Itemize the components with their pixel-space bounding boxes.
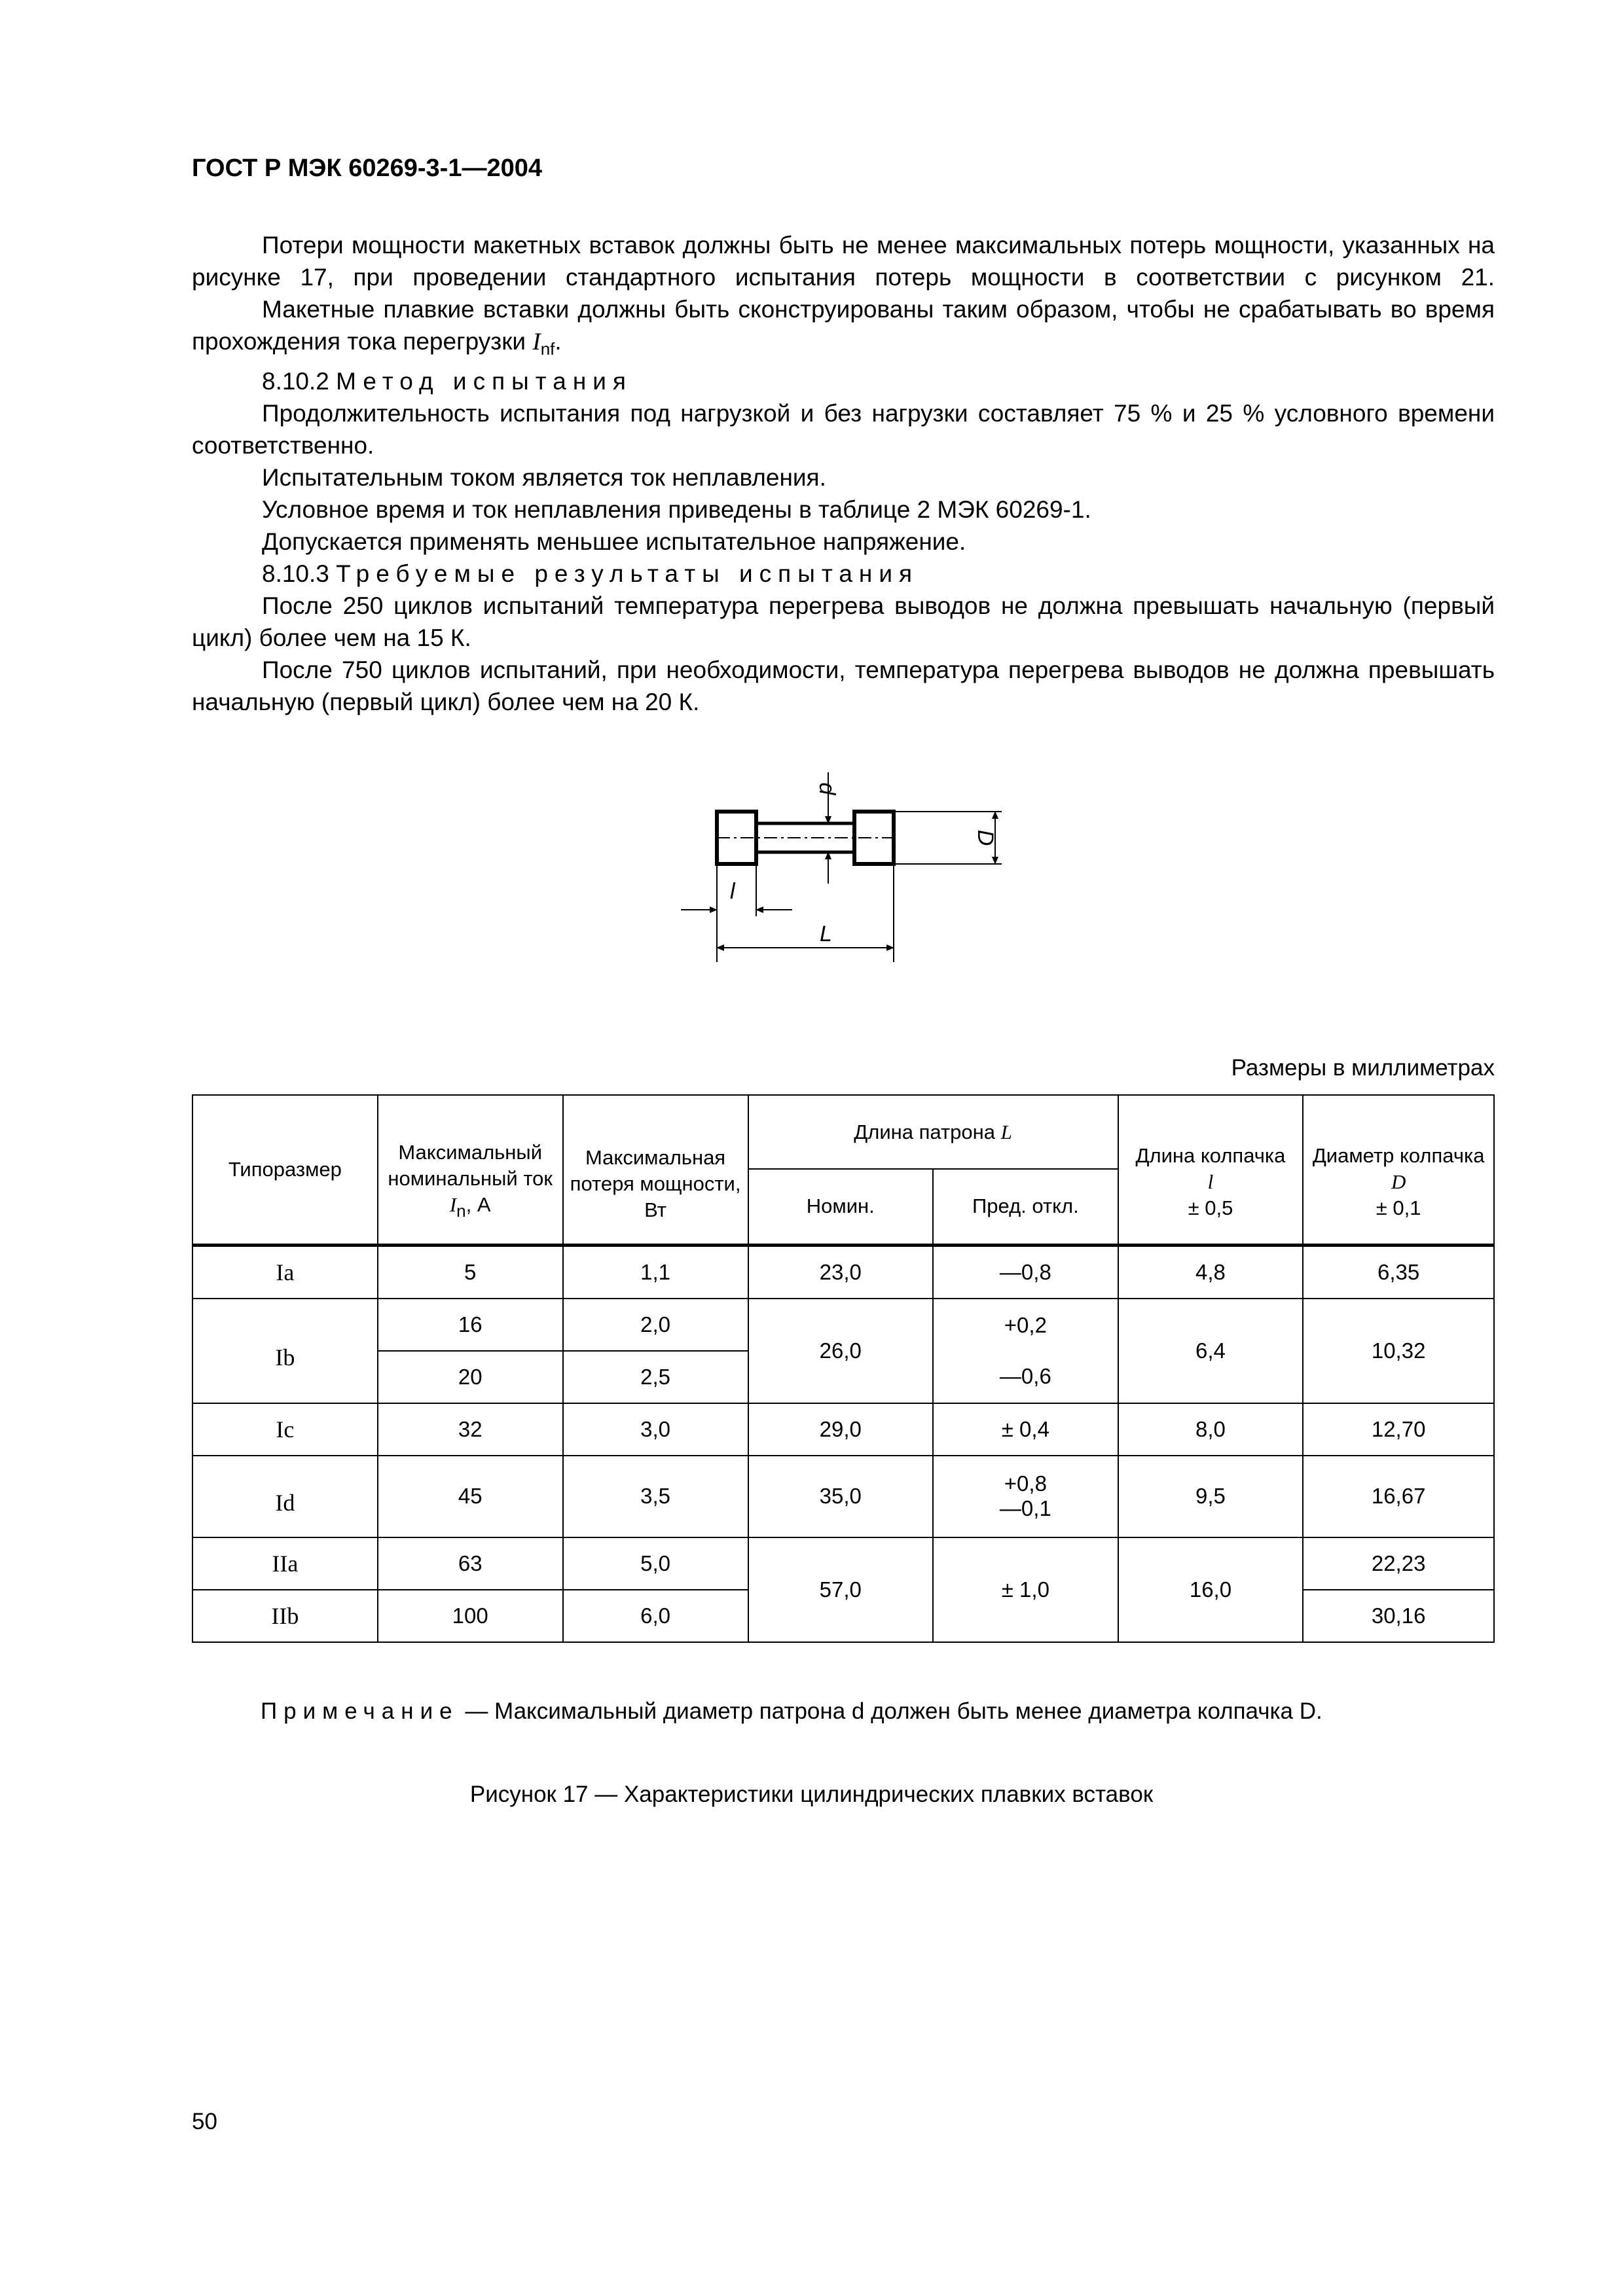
cell-current: 16 [378,1299,563,1351]
page-number: 50 [192,2109,217,2134]
cell-tolerance: ± 0,4 [933,1403,1118,1456]
note-label: Примечание [261,1698,459,1724]
paragraph-3: Продолжительность испытания под нагрузкой и без нагрузки составляет 75 % и 25 % условного времени соответственно. [192,400,1495,459]
section-title: Метод испытания [336,368,632,395]
cell-loss: 1,1 [563,1245,748,1299]
cell-type: IIb [192,1590,378,1642]
header-cap-diameter [1303,1095,1494,1245]
paragraph-2-text: Макетные плавкие вставки должны быть сконструированы таким образом, чтобы не срабатывать во время прохождения тока перегрузки [192,296,1495,355]
label-D: D [973,829,998,846]
fuse-link-dimension-diagram [655,772,1061,988]
cell-cap-diameter: 10,32 [1303,1299,1494,1403]
cell-cap-length: 16,0 [1118,1537,1304,1642]
tolerance-plus: +0,8 [1004,1471,1047,1496]
header-cartridge-length [748,1095,1118,1169]
cell-cap-diameter: 12,70 [1303,1403,1494,1456]
table-note [261,1698,1322,1725]
section-8-10-3-heading [192,558,1495,590]
fuse-body [717,812,894,864]
cartridge-length-symbol: L [1000,1120,1012,1143]
overload-current-symbol: I [532,329,541,355]
cell-nominal: 35,0 [748,1456,934,1537]
cap-length-symbol: l [1207,1170,1214,1193]
cell-tolerance [933,1456,1118,1537]
cell-loss: 6,0 [563,1590,748,1642]
cap-length-text: Длина колпачка [1135,1143,1286,1167]
header-type: Типоразмер [192,1095,378,1245]
dimension-L [717,864,894,962]
cell-loss: 5,0 [563,1537,748,1590]
rated-current-symbol: I [449,1193,457,1217]
body-text [192,229,1495,718]
label-d: d [814,782,839,795]
figure-caption: Рисунок 17 — Характеристики цилиндрических плавких вставок [469,1782,1154,1807]
cell-cap-length: 8,0 [1118,1403,1304,1456]
header-rated-current-text: Максимальный номинальный ток [388,1141,553,1191]
cell-type: Ib [192,1299,378,1403]
cell-cap-diameter: 22,23 [1303,1537,1494,1590]
overload-current-subscript: nf [540,339,555,359]
cartridge-length-text: Длина патрона [854,1120,1001,1143]
cap-diameter-tolerance: ± 0,1 [1376,1196,1421,1219]
header-cap-length [1118,1095,1304,1245]
section-number: 8.10.3 [262,560,329,587]
header-rated-current [378,1095,563,1245]
fuse-characteristics-table [192,1094,1495,1643]
paragraph-2 [192,293,1495,365]
table-row-Id [192,1456,1494,1537]
document-header: ГОСТ Р МЭК 60269-3-1—2004 [192,154,542,182]
paragraph-1: Потери мощности макетных вставок должны быть не менее максимальных потерь мощности, указанных на рисунке 17, при проведении стандартного испытания потерь мощности в соответствии с рисунком 21. [192,232,1495,291]
table-row-Ib [192,1299,1494,1351]
section-number: 8.10.2 [262,368,329,395]
header-nominal: Номин. [748,1169,934,1245]
tolerance-plus: +0,2 [1004,1312,1047,1337]
cell-type: Id [192,1456,378,1537]
cap-length-tolerance: ± 0,5 [1188,1196,1233,1219]
cell-cap-diameter: 16,67 [1303,1456,1494,1537]
cell-cap-diameter: 6,35 [1303,1245,1494,1299]
label-L: L [820,922,832,946]
cell-nominal: 57,0 [748,1537,934,1642]
cell-nominal: 26,0 [748,1299,934,1403]
cell-current: 32 [378,1403,563,1456]
rated-current-subscript: n [456,1201,466,1221]
header-power-loss: Максимальная потеря мощности, Вт [563,1095,748,1245]
cell-cap-length: 4,8 [1118,1245,1304,1299]
cell-nominal: 29,0 [748,1403,934,1456]
cell-current: 100 [378,1590,563,1642]
cell-nominal: 23,0 [748,1245,934,1299]
cell-cap-diameter: 30,16 [1303,1590,1494,1642]
paragraph-8: После 750 циклов испытаний, при необходимости, температура перегрева выводов не должна превышать начальную (первый цикл) более чем на 20 К. [192,656,1495,715]
units-label: Размеры в миллиметрах [1231,1055,1495,1081]
cell-tolerance [933,1299,1118,1403]
cell-loss: 2,0 [563,1299,748,1351]
cell-current: 5 [378,1245,563,1299]
cell-type: IIa [192,1537,378,1590]
cell-type: Ia [192,1245,378,1299]
header-tolerance: Пред. откл. [933,1169,1118,1245]
paragraph-2-end: . [555,328,562,355]
cell-tolerance: —0,8 [933,1245,1118,1299]
label-l: l [730,879,735,904]
cell-cap-length: 6,4 [1118,1299,1304,1403]
paragraph-5: Условное время и ток неплавления приведены в таблице 2 МЭК 60269-1. [262,496,1091,523]
tolerance-minus: —0,6 [999,1363,1051,1388]
table-row-IIa [192,1537,1494,1590]
cell-current: 20 [378,1351,563,1403]
paragraph-6: Допускается применять меньшее испытательное напряжение. [262,528,966,555]
cap-diameter-text: Диаметр колпачка [1312,1143,1485,1167]
paragraph-4: Испытательным током является ток неплавления. [262,464,826,491]
cell-cap-length: 9,5 [1118,1456,1304,1537]
cell-type: Ic [192,1403,378,1456]
paragraph-7: После 250 циклов испытаний температура перегрева выводов не должна превышать начальную (первый цикл) более чем на 15 К. [192,592,1495,651]
tolerance-minus: —0,1 [999,1496,1051,1520]
cap-diameter-symbol: D [1391,1170,1406,1193]
section-title: Требуемые результаты испытания [336,560,919,587]
table-row-Ic [192,1403,1494,1456]
cell-tolerance: ± 1,0 [933,1537,1118,1642]
cell-loss: 3,5 [563,1456,748,1537]
cell-loss: 2,5 [563,1351,748,1403]
note-text: — Максимальный диаметр патрона d должен быть менее диаметра колпачка D. [458,1698,1322,1724]
cell-loss: 3,0 [563,1403,748,1456]
table-row-Ia [192,1245,1494,1299]
rated-current-unit: , А [465,1193,491,1217]
cell-current: 45 [378,1456,563,1537]
section-8-10-2-heading [192,365,1495,397]
cell-current: 63 [378,1537,563,1590]
